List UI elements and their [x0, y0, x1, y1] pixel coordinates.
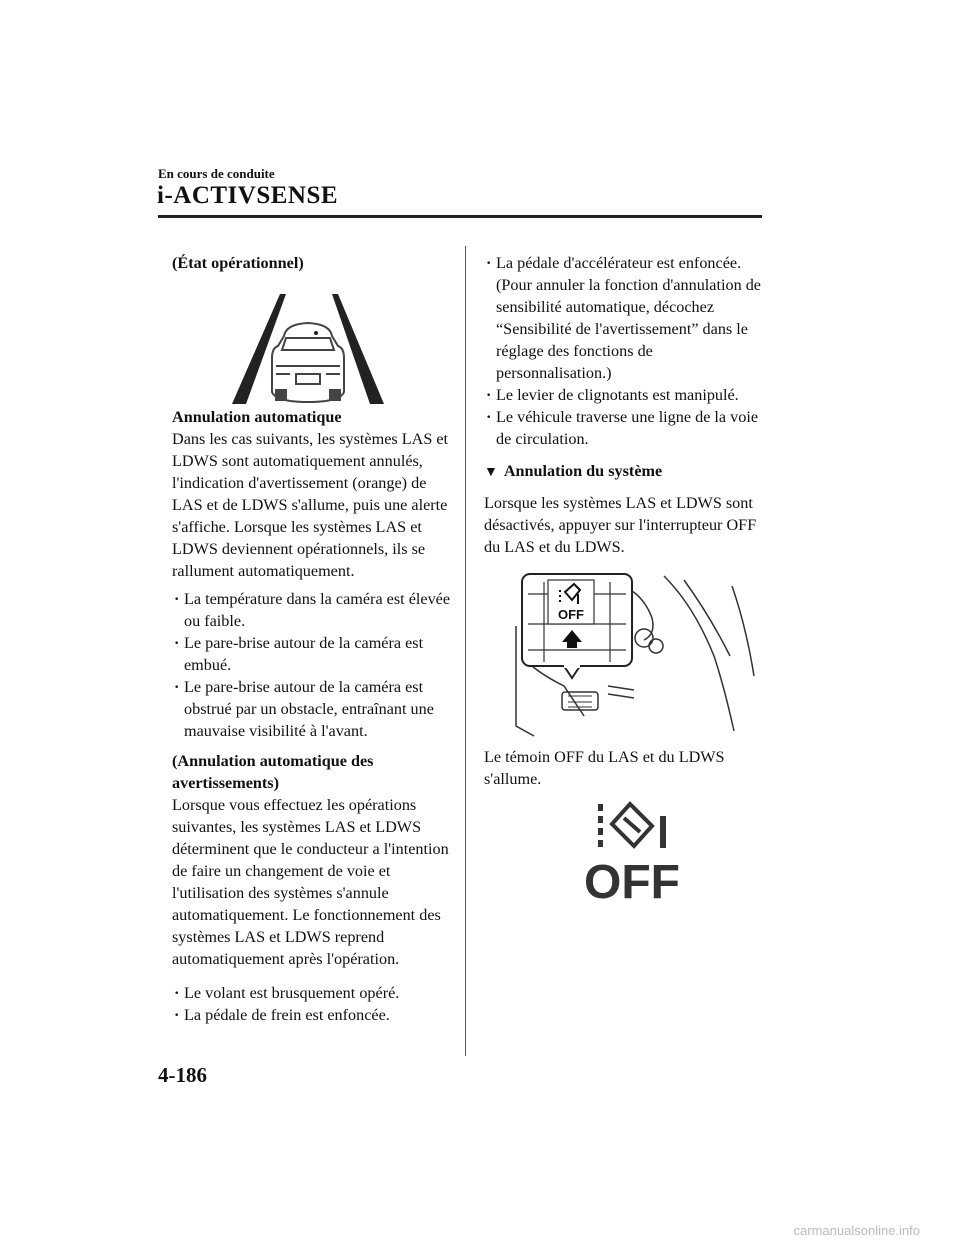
watermark-text: carmanualsonline.info [793, 1223, 920, 1238]
list-item-text: Le pare-brise autour de la caméra est obstrué par un obstacle, entraînant une mauvaise visibilité à l'avant. [184, 678, 434, 740]
list-item [484, 384, 764, 406]
page-number: 4-186 [158, 1063, 207, 1087]
state-heading: (État opérationnel) [172, 254, 304, 272]
auto-cancel-text: Dans les cas suivants, les systèmes LAS et LDWS sont automatiquement annulés, l'indication d'avertissement (orange) de LAS et de LDWS s'allume, puis une alerte s'affiche. Lorsque les systèmes LAS et LDWS deviennent opérationnels, ils se rallument automatiquement. [172, 430, 449, 580]
switch-off-label: OFF [558, 607, 584, 622]
system-cancel-heading-text: Annulation du système [503, 462, 663, 480]
left-column [172, 252, 452, 1026]
list-item-text: Le véhicule traverse une ligne de la voie de circulation. [496, 408, 759, 448]
list-item [172, 982, 452, 1004]
list-item-text: La pédale de frein est enfoncée. [184, 1006, 390, 1024]
list-item-text: La température dans la caméra est élevée ou faible. [184, 590, 451, 630]
system-cancel-text: Lorsque les systèmes LAS et LDWS sont désactivés, appuyer sur l'interrupteur OFF du LAS et du LDWS. [484, 494, 757, 556]
bullet: · [174, 634, 180, 652]
system-cancel-heading [484, 460, 764, 484]
list-item [172, 1004, 452, 1026]
list-item [172, 632, 452, 676]
page-title: i-ACTIVSENSE [157, 182, 339, 209]
list-item-text: Le levier de clignotants est manipulé. [496, 386, 739, 404]
lane-illustration [172, 274, 452, 406]
bullet: · [174, 590, 180, 608]
column-divider [465, 246, 466, 1056]
right-column [484, 252, 764, 908]
bullet: · [174, 984, 180, 1002]
list-item-text: Le pare-brise autour de la caméra est embué. [184, 634, 424, 674]
lane-off-indicator-icon [484, 798, 764, 908]
camera-dot [314, 331, 318, 335]
warn-cancel-heading: (Annulation automatique des avertissements) [172, 752, 374, 792]
list-item [172, 588, 452, 632]
list-item-text: La pédale d'accélérateur est enfoncée. (Pour annuler la fonction d'annulation de sensibilité automatique, décochez “Sensibilité de l'avertissement” dans le réglage des fonctions de personnalisation.) [496, 254, 761, 382]
continued-list [484, 252, 764, 450]
bullet: · [174, 678, 180, 696]
list-item-text: Le volant est brusquement opéré. [184, 984, 400, 1002]
switch-location-illustration [484, 566, 764, 738]
section-label: En cours de conduite [158, 166, 275, 181]
bullet: · [486, 386, 492, 404]
list-item [172, 676, 452, 742]
auto-cancel-heading: Annulation automatique [172, 408, 342, 426]
switch-panel-inset [522, 574, 632, 666]
indicator-off-label: OFF [584, 856, 680, 908]
warn-cancel-text: Lorsque vous effectuez les opérations suivantes, les systèmes LAS et LDWS déterminent que le conducteur a l'intention de faire un changement de voie et l'utilisation des systèmes s'annule automatiquement. Le fonctionnement des systèmes LAS et LDWS reprend automatiquement après l'opération. [172, 796, 449, 968]
warn-cancel-list [172, 982, 452, 1026]
list-item [484, 252, 764, 384]
bullet: · [486, 254, 492, 272]
bullet: · [486, 408, 492, 426]
triangle-marker-icon: ▼ [484, 465, 498, 480]
car-rear-icon [272, 323, 344, 402]
title-rule [158, 215, 762, 218]
indicator-text: Le témoin OFF du LAS et du LDWS s'allume. [484, 748, 725, 788]
bullet: · [174, 1006, 180, 1024]
list-item [484, 406, 764, 450]
auto-cancel-list [172, 588, 452, 742]
